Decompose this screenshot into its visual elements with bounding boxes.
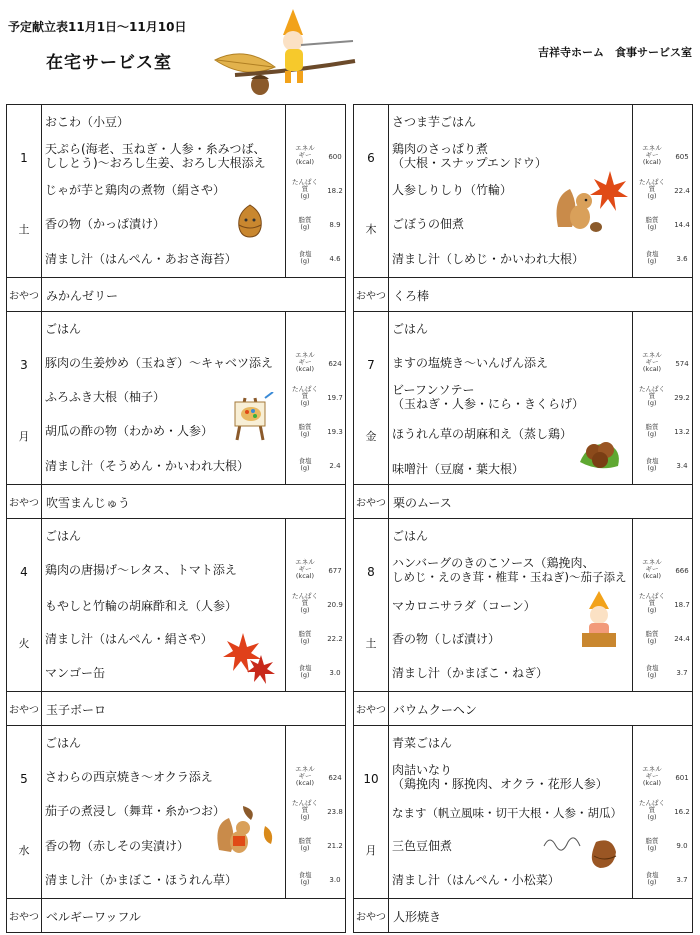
salt-value: 3.4 [676, 462, 688, 470]
salt-value: 3.0 [329, 876, 341, 884]
dish: 清まし汁（はんぺん・あおさ海苔） [45, 252, 237, 266]
dish: ごはん [45, 529, 82, 543]
protein-value: 20.9 [327, 601, 343, 609]
dish: （大根・スナップエンドウ） [392, 156, 547, 170]
squirrel-leaf-illustration [213, 796, 283, 860]
dish: ふろふき大根（柚子） [45, 390, 166, 404]
day-card [353, 518, 693, 726]
protein-value: 29.2 [674, 394, 690, 402]
energy-value: 601 [675, 774, 689, 782]
salt-value: 4.6 [329, 255, 341, 263]
fat-value: 19.3 [327, 428, 343, 436]
squirrel-maple-leaf-illustration [550, 167, 630, 237]
dish: 豚肉の生姜炒め（玉ねぎ）～キャベツ添え [45, 356, 274, 370]
weekday: 火 [18, 637, 30, 650]
dish: マンゴー缶 [45, 666, 106, 680]
fat-value: 8.9 [329, 221, 341, 229]
energy-value: 677 [328, 567, 342, 575]
dish: ごはん [392, 529, 429, 543]
nutrition-panel: エネル ギー (kcal) 624 たんぱく 質 (g) 19.7 脂質 (g) 19.3 食塩 (g) 2.4 [285, 312, 348, 484]
weekday: 水 [18, 844, 30, 857]
day-number: 4 [20, 565, 28, 579]
nutrition-panel: エネル ギー (kcal) 600 たんぱく 質 (g) 18.2 脂質 (g) 8.9 食塩 (g) 4.6 [285, 105, 348, 277]
salt-value: 3.6 [676, 255, 688, 263]
fat-value: 24.4 [674, 635, 690, 643]
energy-value: 600 [328, 153, 342, 161]
dish: ししとう)～おろし生姜、おろし大根添え [45, 156, 266, 170]
fat-value: 22.2 [327, 635, 343, 643]
page-title: 在宅サービス室 [46, 53, 172, 73]
weekday: 土 [365, 637, 377, 650]
snack-row [7, 277, 345, 312]
snack-name: 玉子ボーロ [46, 703, 107, 717]
energy-value: 624 [328, 360, 342, 368]
snack-row [354, 277, 692, 312]
dish: 青菜ごはん [392, 736, 453, 750]
dish: 香の物（かっぱ漬け） [45, 217, 166, 231]
dish: ほうれん草の胡麻和え（蒸し鶏） [392, 427, 573, 441]
dish: ごはん [392, 322, 429, 336]
dish: 天ぷら(海老、玉ねぎ・人参・糸みつば、 [45, 142, 266, 156]
day-card [353, 104, 693, 312]
snack-row [7, 484, 345, 519]
snack-label: おやつ [354, 899, 389, 932]
day-card [6, 104, 346, 312]
weekday: 月 [18, 430, 30, 443]
weekday: 木 [365, 223, 377, 236]
dish: さわらの西京焼き～オクラ添え [45, 770, 213, 784]
day-card [6, 725, 346, 933]
snack-label: おやつ [354, 692, 389, 725]
weekday: 金 [365, 430, 377, 443]
day-card [6, 311, 346, 519]
day-number: 1 [20, 151, 28, 165]
dish: 清まし汁（はんぺん・小松菜） [392, 873, 560, 887]
salt-value: 3.7 [676, 669, 688, 677]
dish: 鶏肉の唐揚げ～レタス、トマト添え [45, 563, 237, 577]
maple-leaves-illustration [219, 629, 279, 689]
energy-value: 666 [675, 567, 689, 575]
dish: 胡瓜の酢の物（わかめ・人参） [45, 424, 214, 438]
protein-value: 23.8 [327, 808, 343, 816]
dish: さつま芋ごはん [392, 115, 477, 129]
dish: 清まし汁（はんぺん・絹さや） [45, 632, 213, 646]
chestnut-character-illustration [235, 203, 265, 239]
fat-value: 13.2 [674, 428, 690, 436]
dish: ごぼうの佃煮 [392, 217, 465, 231]
dish: 味噌汁（豆腐・葉大根） [392, 462, 525, 476]
energy-value: 624 [328, 774, 342, 782]
dish: じゃが芋と鶏肉の煮物（絹さや） [45, 183, 226, 197]
salt-value: 3.7 [676, 876, 688, 884]
dish: 茄子の煮浸し（舞茸・糸かつお） [45, 804, 226, 818]
dish: 肉詰いなり [392, 763, 453, 777]
snack-row [354, 691, 692, 726]
fat-value: 21.2 [327, 842, 343, 850]
snack-row [354, 484, 692, 519]
organization-name: 吉祥寺ホーム 食事サービス室 [538, 46, 692, 59]
protein-value: 22.4 [674, 187, 690, 195]
snack-label: おやつ [354, 485, 389, 518]
day-number: 7 [367, 358, 375, 372]
dish: （鶏挽肉・豚挽肉、オクラ・花形人参） [392, 777, 608, 791]
salt-value: 3.0 [329, 669, 341, 677]
dish: ハンバーグのきのこソース（鶏挽肉、 [392, 556, 595, 570]
snack-row [7, 691, 345, 726]
dish: 三色豆佃煮 [392, 839, 453, 853]
protein-value: 19.7 [327, 394, 343, 402]
snack-label: おやつ [7, 485, 42, 518]
girl-with-basket-illustration [574, 591, 624, 649]
snack-name: バウムクーヘン [393, 703, 477, 717]
fat-value: 14.4 [674, 221, 690, 229]
snack-label: おやつ [354, 278, 389, 311]
nutrition-panel: エネル ギー (kcal) 624 たんぱく 質 (g) 23.8 脂質 (g) 21.2 食塩 (g) 3.0 [285, 726, 348, 898]
dish: ごはん [45, 736, 82, 750]
protein-value: 18.7 [674, 601, 690, 609]
day-card [353, 311, 693, 519]
dish: なます（帆立風味・切干大根・人参・胡瓜） [392, 806, 622, 820]
day-number: 10 [363, 772, 379, 786]
day-number: 8 [367, 565, 375, 579]
day-card [353, 725, 693, 933]
snack-name: 人形焼き [393, 910, 442, 924]
nutrition-panel: エネル ギー (kcal) 677 たんぱく 質 (g) 20.9 脂質 (g) 22.2 食塩 (g) 3.0 [285, 519, 348, 691]
fat-value: 9.0 [676, 842, 688, 850]
dish: ビーフンソテー [392, 383, 475, 397]
day-card [6, 518, 346, 726]
protein-value: 18.2 [327, 187, 343, 195]
protein-value: 16.2 [674, 808, 690, 816]
dish: もやしと竹輪の胡麻酢和え（人参） [45, 599, 238, 613]
dish: おこわ（小豆） [45, 115, 130, 129]
easel-palette-illustration [227, 392, 277, 442]
snack-label: おやつ [7, 278, 42, 311]
weekday: 土 [18, 223, 30, 236]
dish: 清まし汁（しめじ・かいわれ大根） [392, 252, 585, 266]
snack-name: みかんゼリー [46, 289, 119, 303]
snack-row [354, 898, 692, 933]
day-number: 5 [20, 772, 28, 786]
dish: （玉ねぎ・人参・にら・きくらげ） [392, 397, 585, 411]
energy-value: 574 [675, 360, 689, 368]
weekday: 月 [365, 844, 377, 857]
snack-name: ベルギーワッフル [46, 910, 141, 924]
snack-name: 吹雪まんじゅう [46, 496, 131, 510]
dish: 清まし汁（かまぼこ・ほうれん草） [45, 873, 238, 887]
salt-value: 2.4 [329, 462, 341, 470]
girl-on-branch-illustration [205, 5, 365, 100]
dish: 鶏肉のさっぱり煮 [392, 142, 489, 156]
nutrition-panel: エネル ギー (kcal) 605 たんぱく 質 (g) 22.4 脂質 (g) 14.4 食塩 (g) 3.6 [632, 105, 695, 277]
snack-name: 栗のムース [393, 496, 452, 510]
dish: ごはん [45, 322, 82, 336]
nutrition-panel: エネル ギー (kcal) 601 たんぱく 質 (g) 16.2 脂質 (g) 9.0 食塩 (g) 3.7 [632, 726, 695, 898]
dish: 清まし汁（かまぼこ・ねぎ） [392, 666, 549, 680]
day-number: 6 [367, 151, 375, 165]
snack-name: くろ棒 [393, 289, 430, 303]
dish: ますの塩焼き～いんげん添え [392, 356, 549, 370]
chestnuts-illustration [578, 432, 624, 472]
snack-label: おやつ [7, 899, 42, 932]
day-number: 3 [20, 358, 28, 372]
nutrition-panel: エネル ギー (kcal) 574 たんぱく 質 (g) 29.2 脂質 (g) 13.2 食塩 (g) 3.4 [632, 312, 695, 484]
nutrition-panel: エネル ギー (kcal) 666 たんぱく 質 (g) 18.7 脂質 (g) 24.4 食塩 (g) 3.7 [632, 519, 695, 691]
dish: マカロニサラダ（コーン） [392, 599, 536, 613]
chestnut-swirl-illustration [540, 826, 626, 872]
snack-label: おやつ [7, 692, 42, 725]
dish: 香の物（しば漬け） [392, 632, 501, 646]
energy-value: 605 [675, 153, 689, 161]
dish: 清まし汁（そうめん・かいわれ大根） [45, 459, 250, 473]
dish: 人参しりしり（竹輪） [392, 183, 513, 197]
menu-period: 予定献立表11月1日～11月10日 [8, 20, 187, 34]
dish: 香の物（赤しその実漬け） [45, 839, 190, 853]
snack-row [7, 898, 345, 933]
dish: しめじ・えのき茸・椎茸・玉ねぎ)～茄子添え [392, 570, 627, 584]
